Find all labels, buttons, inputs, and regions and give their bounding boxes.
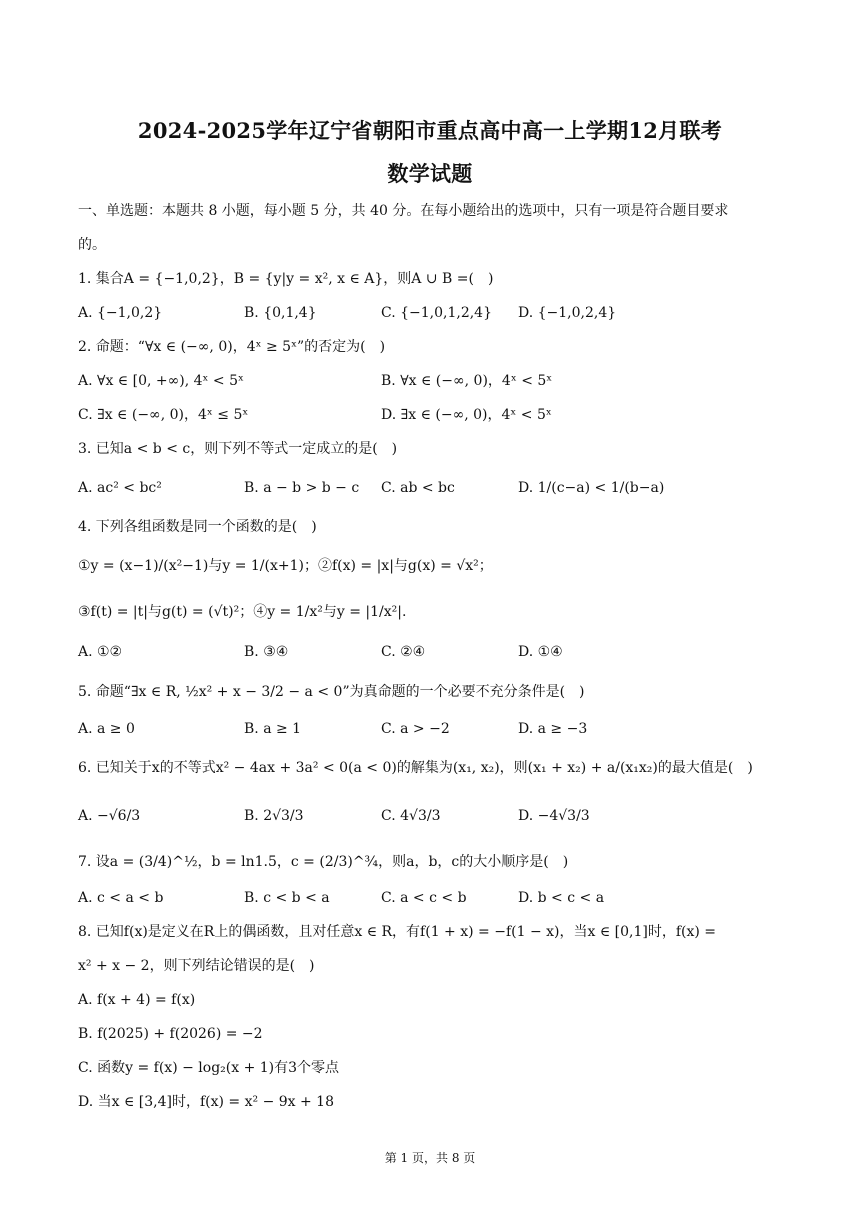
option-b: B. f(2025) + f(2026) = −2 <box>78 1026 263 1042</box>
question-stem: 8. 已知f(x)是定义在R上的偶函数，且对任意x ∈ R，有f(1 + x) = −f(1 − x)，当x ∈ [0,1]时，f(x) = <box>78 924 717 940</box>
question-body: ①y = (x−1)/(x²−1)与y = 1/(x+1)；②f(x) = |x|与g(x) = √x²； <box>78 558 493 574</box>
question-stem: 5. 命题“∃x ∈ R, ½x² + x − 3/2 − a < 0”为真命题的一个必要不充分条件是( ) <box>78 684 585 700</box>
question-stem: 4. 下列各组函数是同一个函数的是( ) <box>78 519 317 535</box>
option-b: B. c < b < a <box>244 890 330 906</box>
option-c: C. ②④ <box>381 644 426 660</box>
option-a: A. ∀x ∈ [0, +∞), 4ˣ < 5ˣ <box>78 373 244 389</box>
option-c: C. {−1,0,1,2,4} <box>381 305 492 321</box>
page-number: 第 1 页，共 8 页 <box>384 1151 476 1165</box>
option-c: C. 4√3/3 <box>381 808 441 824</box>
option-b: B. {0,1,4} <box>244 305 317 321</box>
option-d: D. b < c < a <box>518 890 605 906</box>
option-a: A. ac² < bc² <box>78 480 162 496</box>
section-heading-cont: 的。 <box>78 237 106 253</box>
question-stem: 3. 已知a < b < c，则下列不等式一定成立的是( ) <box>78 441 398 457</box>
question-stem: 6. 已知关于x的不等式x² − 4ax + 3a² < 0(a < 0)的解集为(x₁, x₂)，则(x₁ + x₂) + a/(x₁x₂)的最大值是( ) <box>78 760 753 776</box>
option-d: D. ∃x ∈ (−∞, 0)，4ˣ < 5ˣ <box>381 407 552 423</box>
option-b: B. ③④ <box>244 644 289 660</box>
option-c: C. 函数y = f(x) − log₂(x + 1)有3个零点 <box>78 1060 340 1076</box>
option-c: C. ∃x ∈ (−∞, 0)，4ˣ ≤ 5ˣ <box>78 407 249 423</box>
option-b: B. a ≥ 1 <box>244 721 302 737</box>
option-b: B. ∀x ∈ (−∞, 0)，4ˣ < 5ˣ <box>381 373 553 389</box>
exam-title: 2024-2025学年辽宁省朝阳市重点高中高一上学期12月联考 <box>137 118 723 143</box>
option-a: A. ①② <box>78 644 123 660</box>
exam-subtitle: 数学试题 <box>387 161 473 186</box>
option-c: C. ab < bc <box>381 480 455 496</box>
option-c: C. a < c < b <box>381 890 467 906</box>
option-a: A. {−1,0,2} <box>78 305 163 321</box>
option-b: B. a − b > b − c <box>244 480 360 496</box>
option-a: A. a ≥ 0 <box>78 721 135 737</box>
option-d: D. 当x ∈ [3,4]时，f(x) = x² − 9x + 18 <box>78 1094 334 1110</box>
question-body: x² + x − 2，则下列结论错误的是( ) <box>78 958 315 974</box>
option-a: A. c < a < b <box>78 890 164 906</box>
option-d: D. {−1,0,2,4} <box>518 305 617 321</box>
question-stem: 7. 设a = (3/4)^½，b = ln1.5，c = (2/3)^¾，则a，b，c的大小顺序是( ) <box>78 854 569 870</box>
option-d: D. ①④ <box>518 644 563 660</box>
section-heading: 一、单选题：本题共 8 小题，每小题 5 分，共 40 分。在每小题给出的选项中，只有一项是符合题目要求 <box>78 203 729 219</box>
option-d: D. a ≥ −3 <box>518 721 588 737</box>
option-d: D. −4√3/3 <box>518 808 590 824</box>
option-d: D. 1/(c−a) < 1/(b−a) <box>518 480 665 496</box>
option-b: B. 2√3/3 <box>244 808 304 824</box>
option-a: A. f(x + 4) = f(x) <box>78 992 196 1008</box>
question-stem: 2. 命题：“∀x ∈ (−∞, 0)，4ˣ ≥ 5ˣ”的否定为( ) <box>78 339 386 355</box>
question-stem: 1. 集合A = {−1,0,2}，B = {y|y = x², x ∈ A}，则A ∪ B =( ) <box>78 271 494 287</box>
question-body: ③f(t) = |t|与g(t) = (√t)²；④y = 1/x²与y = |1/x²|. <box>78 604 407 620</box>
option-a: A. −√6/3 <box>78 808 141 824</box>
option-c: C. a > −2 <box>381 721 450 737</box>
